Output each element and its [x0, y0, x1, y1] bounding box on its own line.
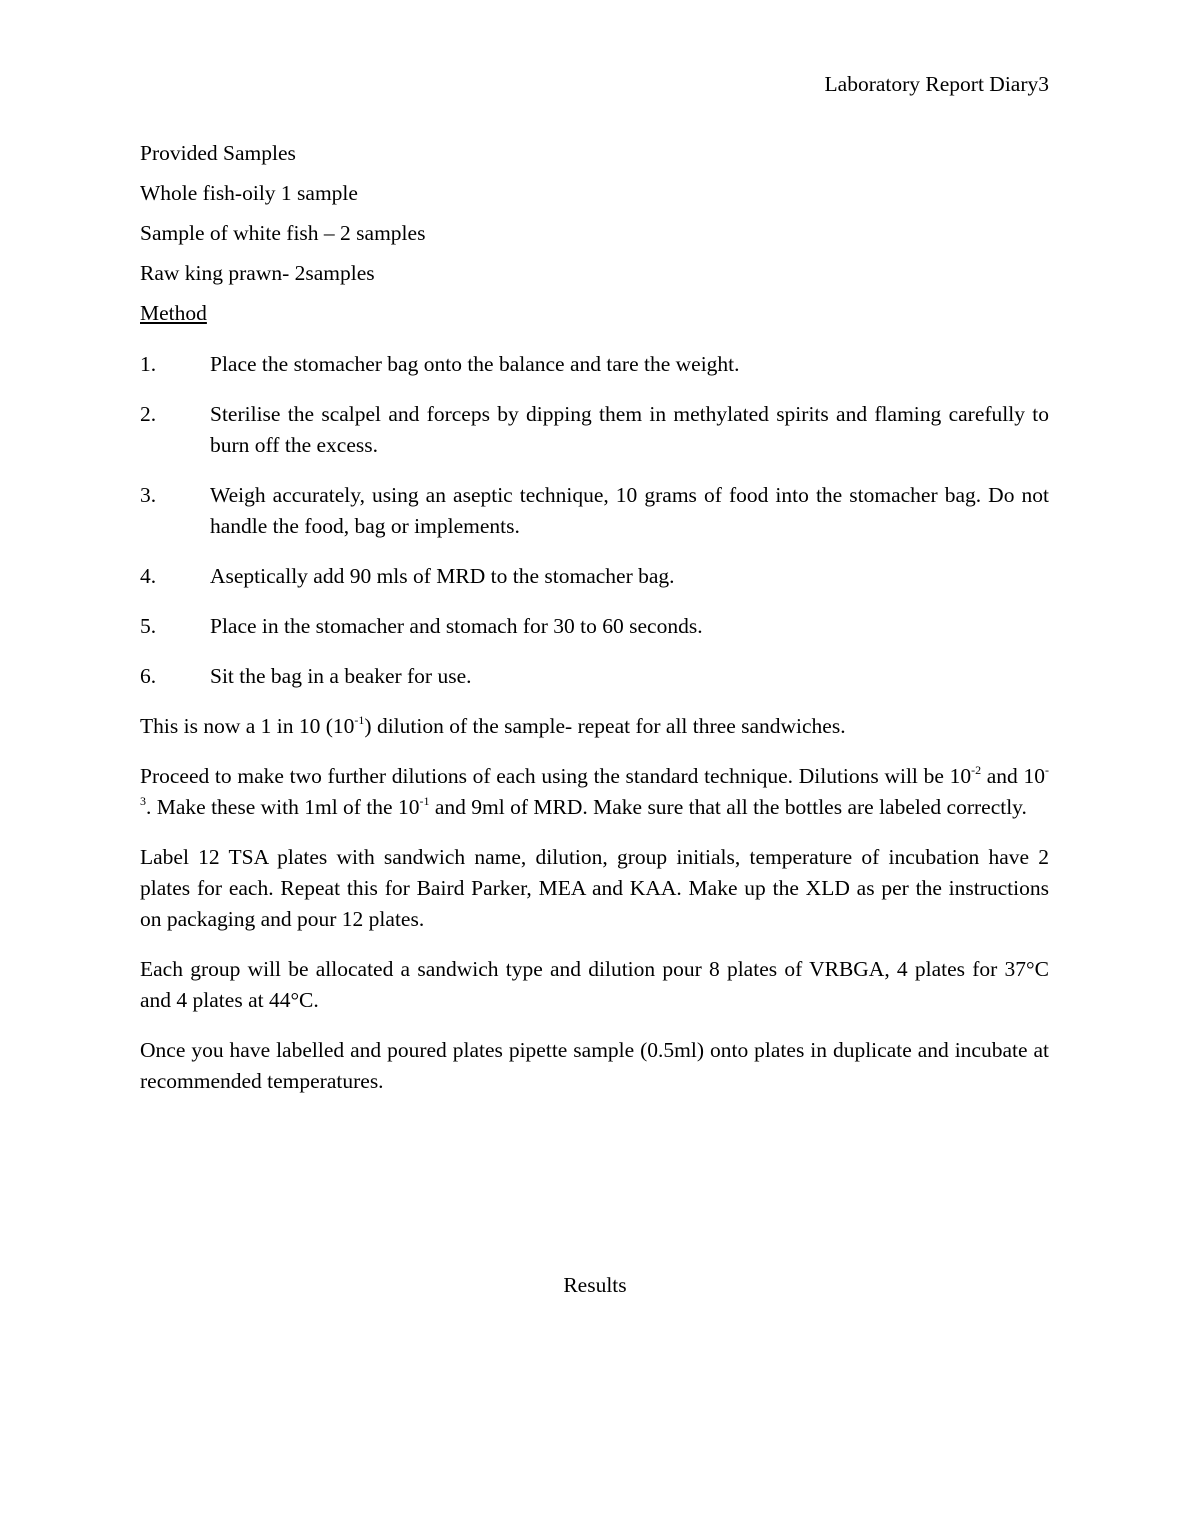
- further-dilutions-paragraph: [140, 761, 1049, 823]
- method-step: [140, 480, 1049, 542]
- step-number: 2.: [140, 402, 157, 426]
- label-plates-paragraph: Label 12 TSA plates with sandwich name, dilution, group initials, temperature of incubation have 2 plates for each. Repeat this for Baird Parker, MEA and KAA. Make up the XLD as per the instructions on packaging and pour 12 plates.: [140, 845, 1049, 931]
- samples-heading: Provided Samples: [140, 141, 296, 165]
- sample-item: Whole fish-oily 1 sample: [140, 181, 358, 205]
- dilution-note-text: This is now a 1 in 10 (10: [140, 714, 355, 738]
- step-text: Aseptically add 90 mls of MRD to the stomacher bag.: [210, 564, 675, 588]
- step-text: Place in the stomacher and stomach for 30 to 60 seconds.: [210, 614, 703, 638]
- exponent: -2: [971, 763, 982, 777]
- method-step: [140, 399, 1049, 461]
- dilution-note: [140, 711, 1049, 742]
- dilution-note-text: ) dilution of the sample- repeat for all three sandwiches.: [364, 714, 846, 738]
- method-step: [140, 661, 1049, 692]
- method-step: [140, 611, 1049, 642]
- method-step: [140, 561, 1049, 592]
- paragraph-text: and 10: [981, 764, 1045, 788]
- step-number: 5.: [140, 614, 157, 638]
- document-body: [140, 139, 1049, 1116]
- step-number: 4.: [140, 564, 157, 588]
- paragraph-text: Proceed to make two further dilutions of each using the standard technique. Dilutions will be 10: [140, 764, 972, 788]
- exponent: -1: [419, 794, 430, 808]
- results-heading: Results: [563, 1273, 627, 1297]
- paragraph-text: and 9ml of MRD. Make sure that all the bottles are labeled correctly.: [429, 795, 1027, 819]
- step-text: Sit the bag in a beaker for use.: [210, 664, 472, 688]
- step-number: 6.: [140, 664, 157, 688]
- step-text: Sterilise the scalpel and forceps by dipping them in methylated spirits and flaming carefully to burn off the excess.: [210, 402, 1049, 457]
- method-step: [140, 349, 1049, 380]
- paragraph-text: . Make these with 1ml of the 10: [146, 795, 420, 819]
- step-number: 1.: [140, 352, 157, 376]
- step-text: Weigh accurately, using an aseptic technique, 10 grams of food into the stomacher bag. Do not handle the food, bag or implements.: [210, 483, 1049, 538]
- sample-item: Raw king prawn- 2samples: [140, 261, 375, 285]
- group-allocation-paragraph: Each group will be allocated a sandwich type and dilution pour 8 plates of VRBGA, 4 plates for 37°C and 4 plates at 44°C.: [140, 957, 1049, 1012]
- method-steps: [140, 349, 1049, 692]
- page-header: Laboratory Report Diary3: [824, 72, 1049, 96]
- exponent: -1: [354, 713, 365, 727]
- pipette-paragraph: Once you have labelled and poured plates pipette sample (0.5ml) onto plates in duplicate and incubate at recommended temperatures.: [140, 1038, 1049, 1093]
- step-number: 3.: [140, 483, 157, 507]
- method-heading: Method: [140, 301, 207, 325]
- sample-item: Sample of white fish – 2 samples: [140, 221, 426, 245]
- exponent: -3: [140, 763, 1049, 808]
- step-text: Place the stomacher bag onto the balance and tare the weight.: [210, 352, 740, 376]
